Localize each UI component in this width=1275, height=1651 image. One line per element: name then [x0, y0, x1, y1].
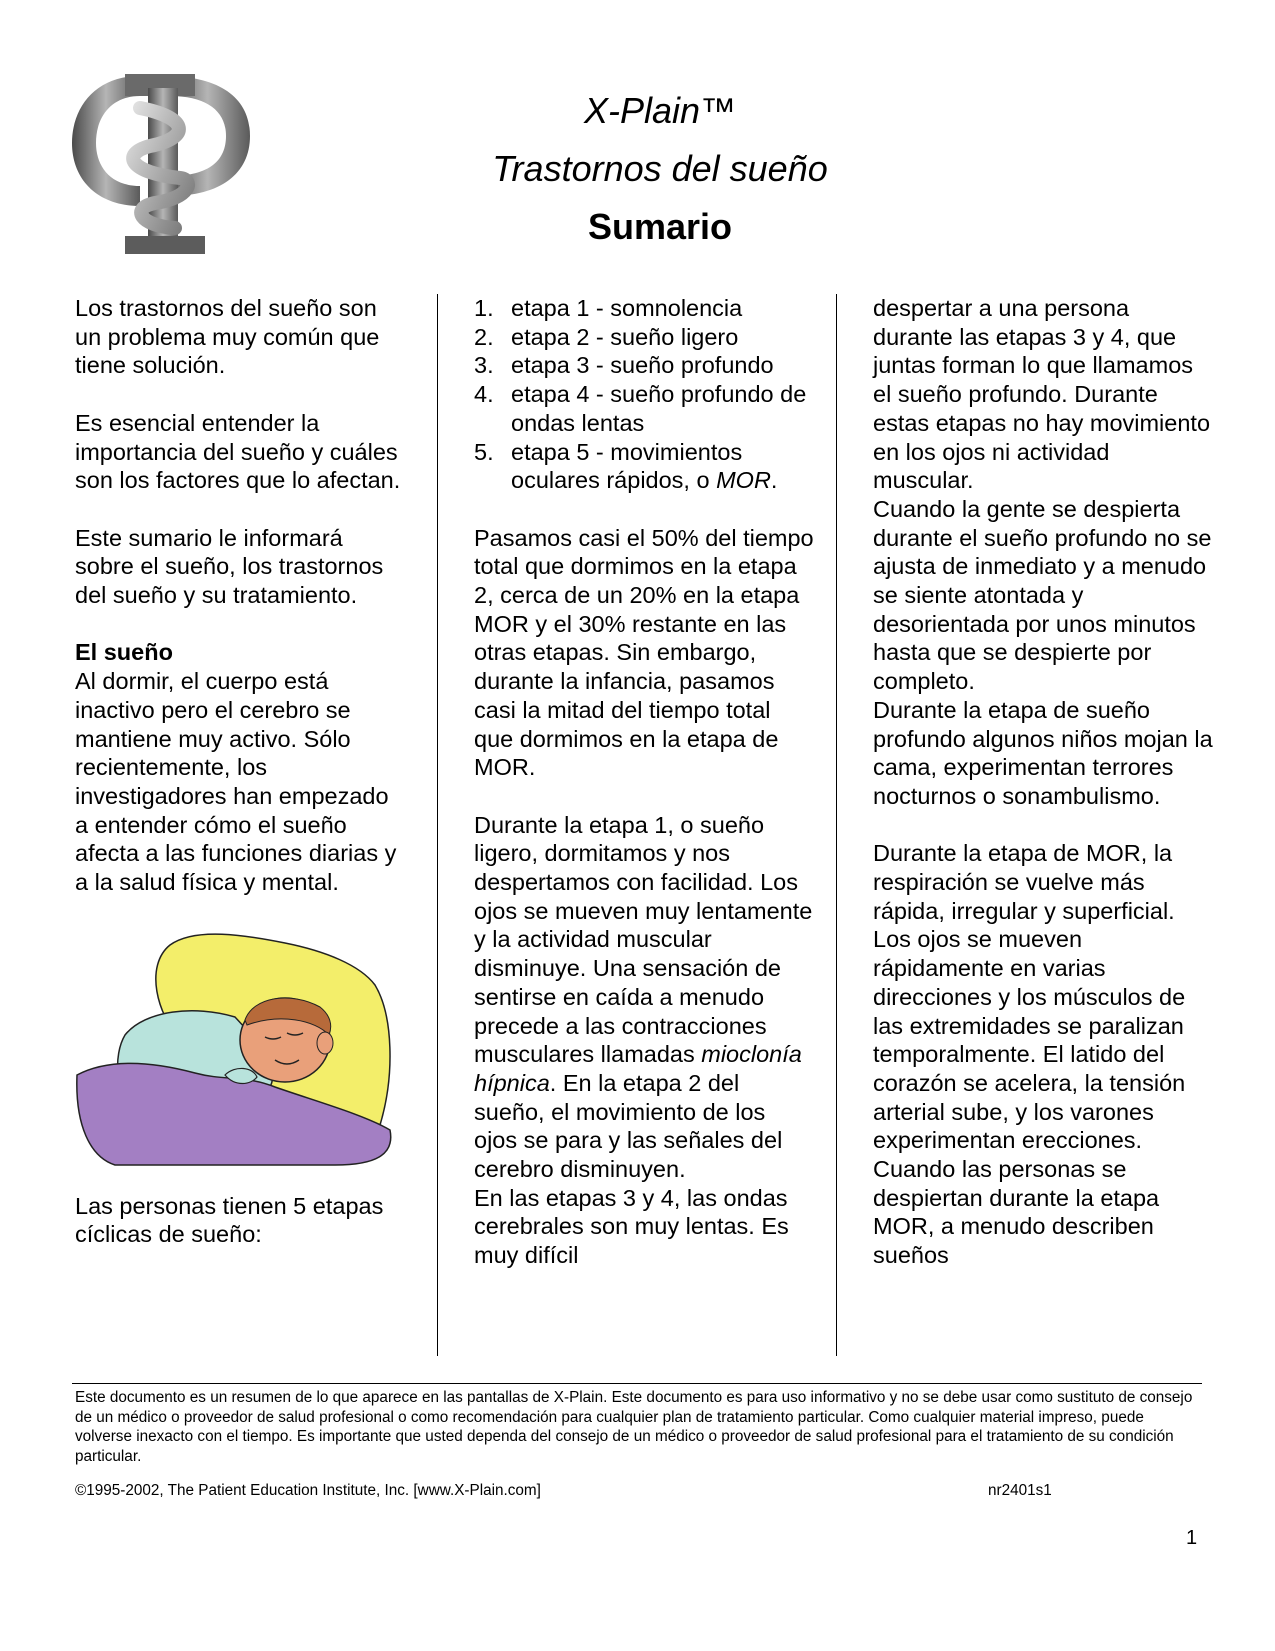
footer-rule: [72, 1383, 1202, 1384]
page-number: 1: [1186, 1527, 1198, 1549]
product-name: X-Plain™: [583, 90, 737, 131]
paragraph: Cuando la gente se despierta durante el sueño profundo no se ajusta de inmediato y a menudo se siente atontada y desorientada por unos minutos hasta que se despierte por completo.: [873, 495, 1212, 695]
paragraph: despertar a una persona durante las etapas 3 y 4, que juntas forman lo que llamamos el sueño profundo. Durante estas etapas no hay movimiento en los ojos ni actividad muscular.: [873, 295, 1211, 494]
column-3: [873, 294, 1213, 1270]
document-subtitle: Sumario: [587, 206, 733, 247]
document-id: nr2401s1: [988, 1482, 1052, 1499]
paragraph: Al dormir, el cuerpo está inactivo pero el cerebro se mantiene muy activo. Sólo recientemente, los investigadores han empezado a entender cómo el sueño afecta a las funciones diarias y a la salud física y mental.: [75, 668, 397, 896]
paragraph: Las personas tienen 5 etapas cíclicas de sueño:: [75, 1192, 384, 1248]
x-plain-logo: [70, 68, 260, 268]
paragraph: En las etapas 3 y 4, las ondas cerebrales son muy lentas. Es muy difícil: [474, 1184, 789, 1269]
section-heading: El sueño: [75, 639, 173, 666]
list-item: 5. etapa 5 - movimientos oculares rápidos, o MOR.: [474, 438, 778, 494]
list-item: 2. etapa 2 - sueño ligero: [474, 323, 739, 350]
paragraph: Durante la etapa de sueño profundo algunos niños mojan la cama, experimentan terrores nocturnos o sonambulismo.: [873, 696, 1213, 809]
paragraph: Es esencial entender la importancia del sueño y cuáles son los factores que lo afectan.: [75, 409, 401, 494]
column-divider: [437, 294, 438, 1356]
list-item: 1. etapa 1 - somnolencia: [474, 295, 743, 321]
column-2: [474, 294, 814, 1270]
sleep-stages-list: [474, 294, 814, 495]
paragraph: Durante la etapa de MOR, la respiración se vuelve más rápida, irregular y superficial. Los ojos se mueven rápidamente en varias direcciones y los músculos de las extremidades se paralizan temporalmente. El latido del corazón se acelera, la tensión arterial sube, y los varones experimentan erecciones. Cuando las personas se despiertan durante la etapa MOR, a menudo describen sueños: [873, 840, 1186, 1269]
column-divider: [836, 294, 837, 1356]
document-header: [300, 82, 1020, 256]
disclaimer-text: Este documento es un resumen de lo que aparece en las pantallas de X-Plain. Este documento es para uso informativo y no se debe usar como sustituto de consejo de un médico o proveedor de salud profesional o como recomendación para cualquier plan de tratamiento particular. Como cualquier material impreso, puede volverse inexacto con el tiempo. Es importante que usted dependa del consejo de un médico o proveedor de salud profesional para el tratamiento de su condición particular.: [75, 1389, 1193, 1465]
copyright-text: ©1995-2002, The Patient Education Institute, Inc. [www.X-Plain.com]: [75, 1482, 541, 1499]
list-item: 3. etapa 3 - sueño profundo: [474, 352, 774, 379]
paragraph: Este sumario le informará sobre el sueño, los trastornos del sueño y su tratamiento.: [75, 524, 384, 608]
paragraph: Los trastornos del sueño son un problema muy común que tiene solución.: [75, 295, 380, 379]
sleeping-person-illustration: [75, 925, 405, 1170]
paragraph: Durante la etapa 1, o sueño ligero, dormitamos y nos despertamos con facilidad. Los ojos se mueven muy lentamente y la actividad muscular disminuye. Una sensación de sentirse en caída a menudo precede a las contracciones musculares llamadas mioclonía hípnica. En la etapa 2 del sueño, el movimiento de los ojos se para y las señales del cerebro disminuyen.: [474, 811, 813, 1183]
document-title: Trastornos del sueño: [492, 148, 828, 189]
list-item: 4. etapa 4 - sueño profundo de ondas lentas: [474, 381, 807, 436]
paragraph: Pasamos casi el 50% del tiempo total que dormimos en la etapa 2, cerca de un 20% en la etapa MOR y el 30% restante en las otras etapas. Sin embargo, durante la infancia, pasamos casi la mitad del tiempo total que dormimos en la etapa de MOR.: [474, 524, 814, 781]
column-1: [75, 294, 405, 1249]
